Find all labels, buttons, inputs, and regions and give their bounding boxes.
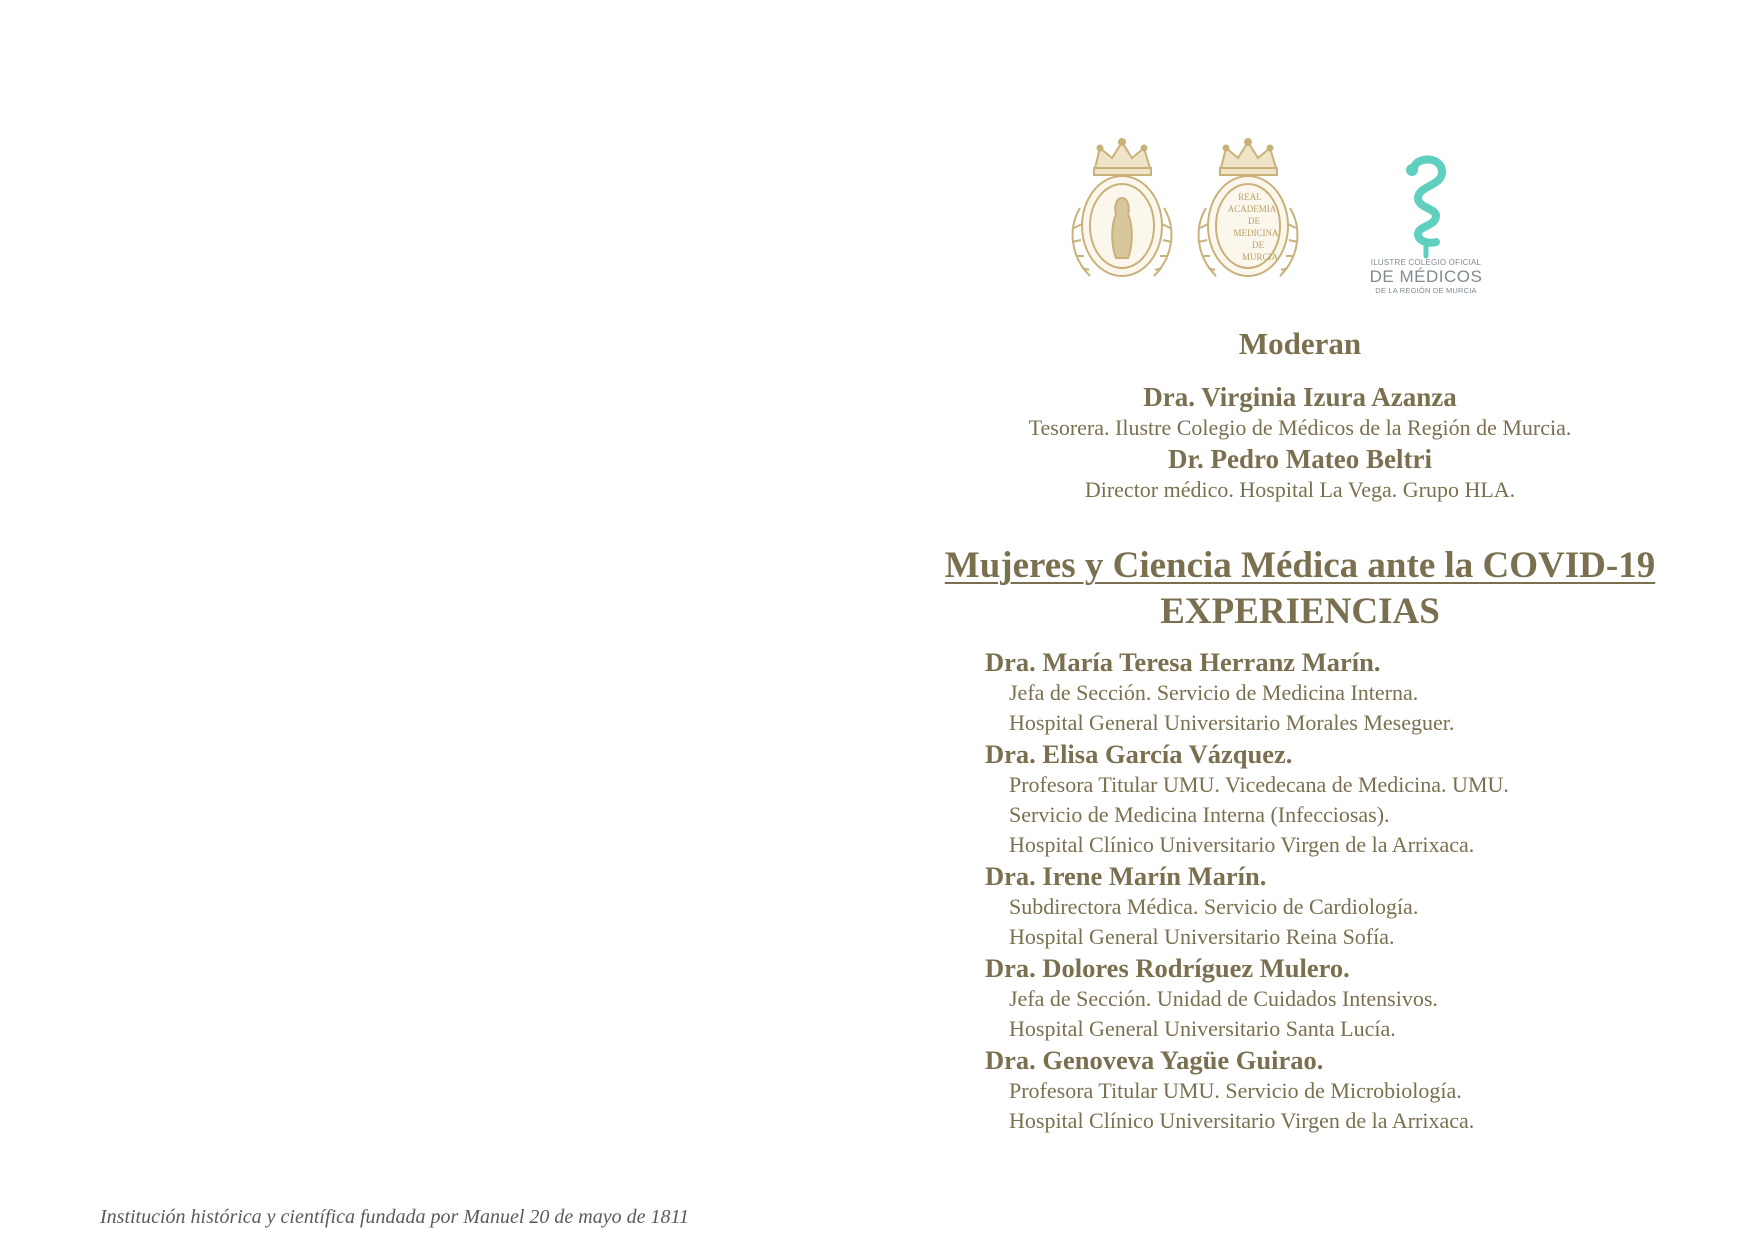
speaker-affiliation: Jefa de Sección. Unidad de Cuidados Intensivos. (1009, 986, 1438, 1011)
speaker-name: Dra. Irene Marín Marín. (985, 861, 1267, 891)
speaker-affiliation: Hospital General Universitario Morales Meseguer. (1009, 710, 1455, 735)
speaker-affiliation: Subdirectora Médica. Servicio de Cardiología. (1009, 894, 1419, 919)
speaker-affiliation: Hospital Clínico Universitario Virgen de la Arrixaca. (1009, 832, 1475, 857)
footer-clipped-text: Institución histórica y científica fundada por Manuel 20 de mayo de 1811 (100, 1206, 689, 1228)
speaker-affiliation: Hospital General Universitario Santa Lucía. (1009, 1016, 1396, 1041)
speaker-name: Dra. Dolores Rodríguez Mulero. (985, 953, 1350, 983)
seal-text-line: ACADEMIA (1227, 204, 1277, 214)
session-title: Mujeres y Ciencia Médica ante la COVID-19 (944, 545, 1656, 586)
speaker-name: Dra. Genoveva Yagüe Guirao. (985, 1045, 1324, 1075)
seal-text-line: DE (1248, 216, 1260, 226)
colegio-line-1: ILUSTRE COLEGIO OFICIAL (1370, 258, 1482, 267)
session-subtitle: EXPERIENCIAS (1160, 591, 1440, 632)
royal-crest-seal-icon (1060, 138, 1185, 283)
speaker-affiliation: Profesora Titular UMU. Servicio de Microbiología. (1009, 1078, 1462, 1103)
seal-text-line: DE (1252, 240, 1264, 250)
seal-text-line: MEDICINA (1233, 228, 1279, 238)
speaker-affiliation: Hospital General Universitario Reina Sofía. (1009, 924, 1395, 949)
colegio-medicos-logo (1366, 152, 1486, 295)
moderator-role: Director médico. Hospital La Vega. Grupo HLA. (1084, 477, 1516, 502)
colegio-line-2: DE MÉDICOS (1369, 267, 1483, 286)
seal-text-line: MURCIA (1241, 252, 1279, 262)
speakers-list (985, 646, 1705, 1136)
speaker-affiliation: Profesora Titular UMU. Vicedecana de Medicina. UMU. (1009, 772, 1509, 797)
rod-of-asclepius-icon (1396, 152, 1456, 257)
speaker-affiliation: Jefa de Sección. Servicio de Medicina Interna. (1009, 680, 1419, 705)
session-title-block (920, 543, 1680, 635)
moderator-name: Dra. Virginia Izura Azanza (1143, 382, 1457, 412)
moderators-list (920, 380, 1680, 504)
colegio-line-3: DE LA REGIÓN DE MURCIA (1375, 286, 1477, 295)
seal-text-line: REAL (1238, 192, 1262, 202)
royal-crest-seal-icon (1186, 138, 1311, 283)
speaker-affiliation: Servicio de Medicina Interna (Infecciosas). (1009, 802, 1390, 827)
speaker-name: Dra. Elisa García Vázquez. (985, 739, 1293, 769)
speaker-name: Dra. María Teresa Herranz Marín. (985, 647, 1381, 677)
logos-row (1060, 138, 1490, 308)
moderan-heading: Moderan (1238, 326, 1362, 361)
moderator-role: Tesorera. Ilustre Colegio de Médicos de la Región de Murcia. (1028, 415, 1572, 440)
moderator-name: Dr. Pedro Mateo Beltri (1168, 444, 1432, 474)
speaker-affiliation: Hospital Clínico Universitario Virgen de la Arrixaca. (1009, 1108, 1475, 1133)
